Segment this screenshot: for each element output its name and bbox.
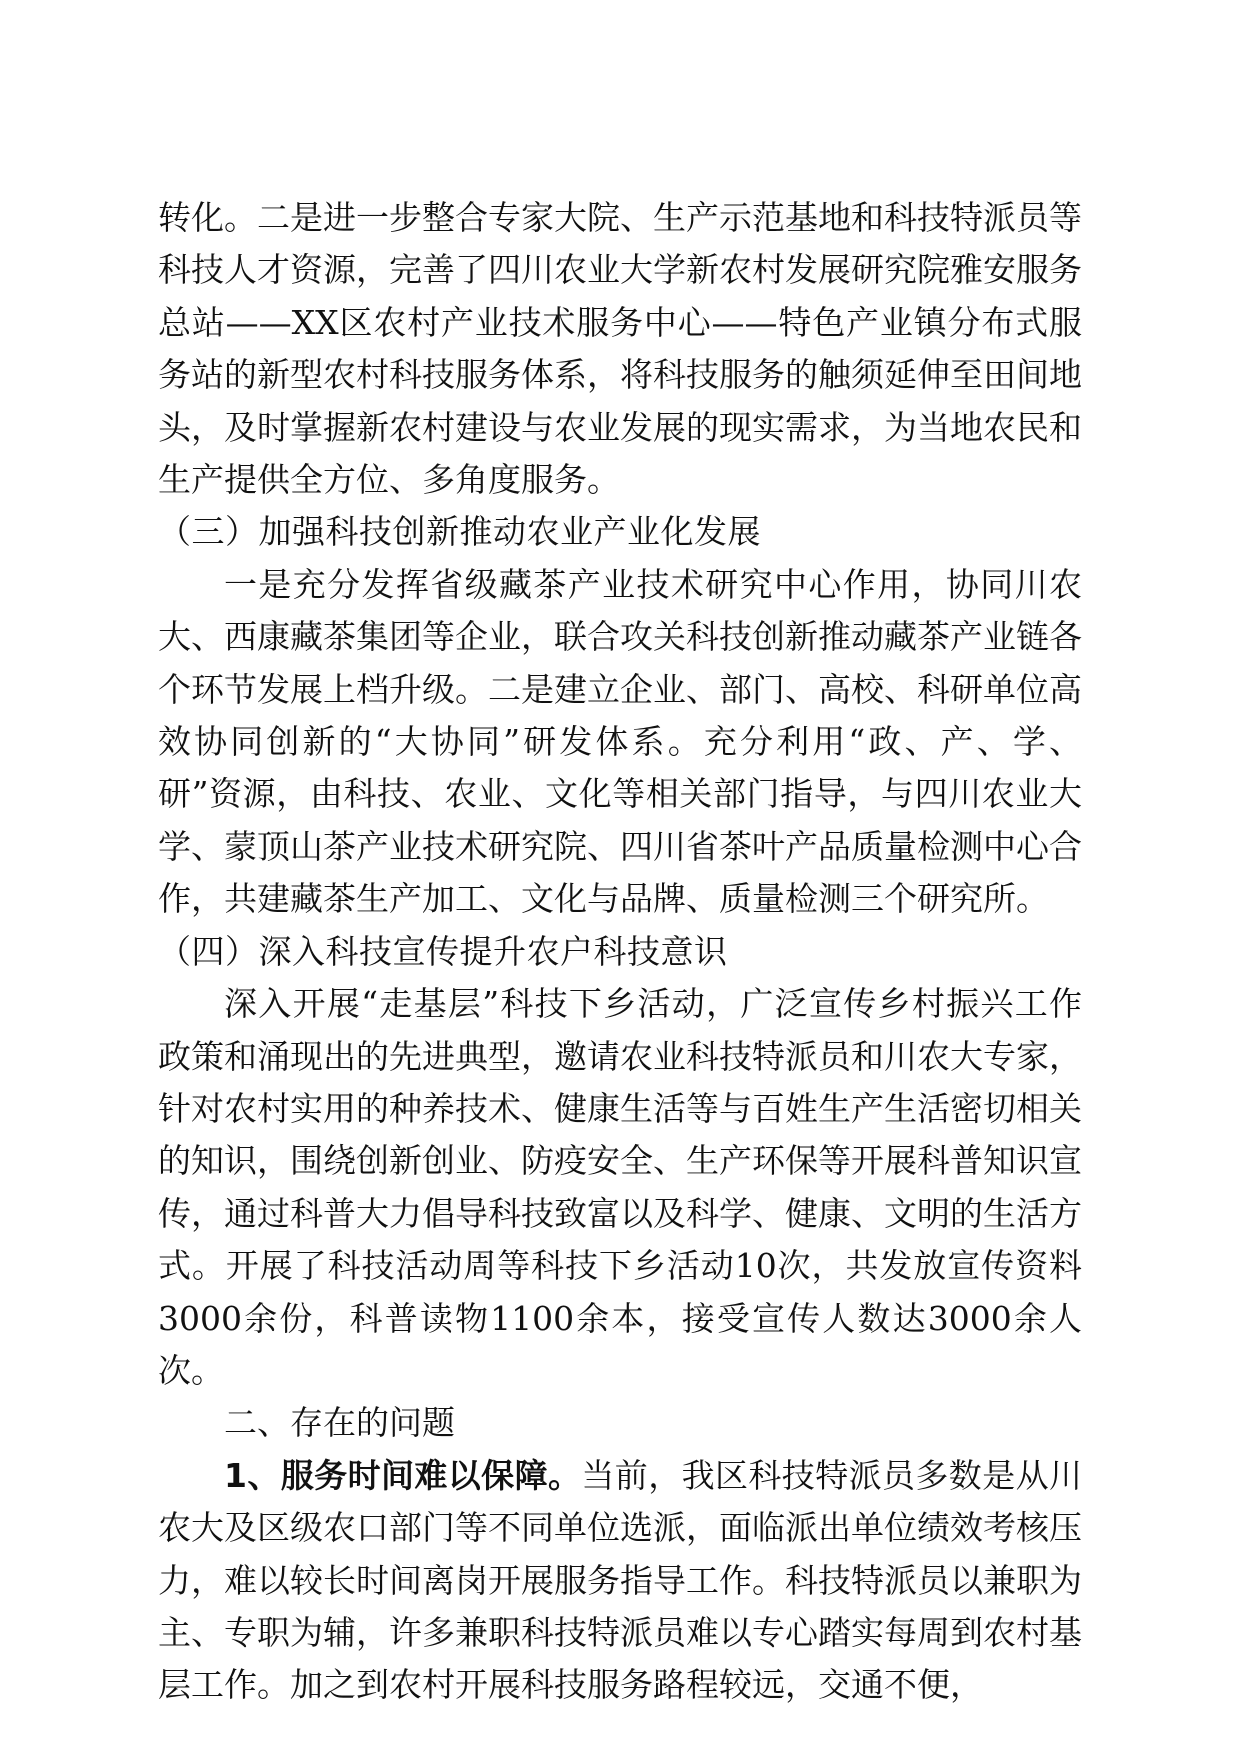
section-4-heading: （四）深入科技宣传提升农户科技意识 <box>158 931 728 971</box>
issue-1-body: 当前，我区科技特派员多数是从川农大及区级农口部门等不同单位选派，面临派出单位绩效考核压力，难以较长时间离岗开展服务指导工作。科技特派员以兼职为主、专职为辅，许多兼职科技特派员难以专心踏实每周到农村基层工作。加之到农村开展科技服务路程较远，交通不便， <box>158 1455 1083 1705</box>
issue-1-lead: 1、服务时间难以保障。 <box>224 1455 582 1495</box>
continued-paragraph: 转化。二是进一步整合专家大院、生产示范基地和科技特派员等科技人才资源，完善了四川农业大学新农村发展研究院雅安服务总站——XX区农村产业技术服务中心——特色产业镇分布式服务站的新型农村科技服务体系，将科技服务的触须延伸至田间地头，及时掌握新农村建设与农业发展的现实需求，为当地农民和生产提供全方位、多角度服务。 <box>158 198 1082 500</box>
document-page <box>158 192 1082 1712</box>
section-3-paragraph: 一是充分发挥省级藏茶产业技术研究中心作用，协同川农大、西康藏茶集团等企业，联合攻关科技创新推动藏茶产业链各个环节发展上档升级。二是建立企业、部门、高校、科研单位高效协同创新的“大协同”研发体系。充分利用“政、产、学、研”资源，由科技、农业、文化等相关部门指导，与四川农业大学、蒙顶山茶产业技术研究院、四川省茶叶产品质量检测中心合作，共建藏茶生产加工、文化与品牌、质量检测三个研究所。 <box>158 564 1082 919</box>
part-2-heading: 二、存在的问题 <box>224 1403 455 1443</box>
section-4-paragraph: 深入开展“走基层”科技下乡活动，广泛宣传乡村振兴工作政策和涌现出的先进典型，邀请农业科技特派员和川农大专家，针对农村实用的种养技术、健康生活等与百姓生产生活密切相关的知识，围绕创新创业、防疫安全、生产环保等开展科普知识宣传，通过科普大力倡导科技致富以及科学、健康、文明的生活方式。开展了科技活动周等科技下乡活动10次，共发放宣传资料3000余份，科普读物1100余本，接受宣传人数达3000余人次。 <box>158 984 1082 1390</box>
issue-1-paragraph <box>158 1450 1082 1712</box>
section-3-heading: （三）加强科技创新推动农业产业化发展 <box>158 512 761 552</box>
